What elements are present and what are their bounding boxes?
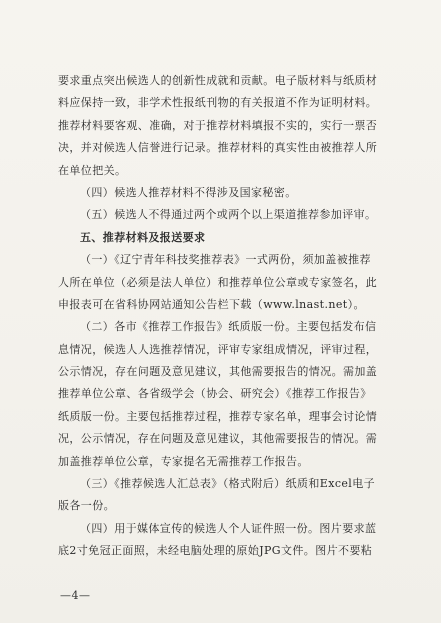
clause-4: （四）候选人推荐材料不得涉及国家秘密。 <box>80 185 297 199</box>
body-line: 纸质版一份。主要包括推荐过程，推荐专家名单，理事会讨论情 <box>58 409 378 423</box>
item-2-line: （二）各市《推荐工作报告》纸质版一份。主要包括发布信 <box>80 320 377 334</box>
body-line: 推荐单位公章、各省级学会（协会、研究会）《推荐工作报告》 <box>58 387 372 401</box>
clause-5: （五）候选人不得通过两个或两个以上渠道推荐参加评审。 <box>80 208 377 222</box>
page-number: —4— <box>60 589 91 602</box>
body-line: 加盖推荐单位公章，专家提名无需推荐工作报告。 <box>58 454 309 468</box>
body-line: 息情况，候选人人选推荐情况，评审专家组成情况，评审过程， <box>58 342 378 356</box>
document-body <box>58 70 404 563</box>
body-line: 版各一份。 <box>58 499 115 513</box>
body-line: 底2寸免冠正面照，未经电脑处理的原始JPG文件。图片不要粘 <box>58 544 373 558</box>
body-line: 要求重点突出候选人的创新性成就和贡献。电子版材料与纸质材 <box>58 74 378 87</box>
item-4-line: （四）用于媒体宣传的候选人个人证件照一份。图片要求蓝 <box>80 521 377 535</box>
section-heading: 五、推荐材料及报送要求 <box>80 230 206 244</box>
body-line: 公示情况，存在问题及意见建议，其他需要报告的情况。需加盖 <box>58 365 378 379</box>
body-line: 人所在单位（必须是法人单位）和推荐单位公章或专家签名，此 <box>58 275 378 289</box>
body-line: 在单位把关。 <box>58 163 127 177</box>
body-line: 申报表可在省科协网站通知公告栏下载（www.lnast.net）。 <box>58 297 365 311</box>
body-line: 决，并对候选人信誉进行记录。推荐材料的真实性由被推荐人所 <box>58 141 378 155</box>
body-line: 推荐材料要客观、准确，对于推荐材料填报不实的，实行一票否 <box>58 118 378 132</box>
body-line: 况，公示情况，存在问题及意见建议，其他需要报告的情况。需 <box>58 432 378 446</box>
body-line: 料应保持一致，非学术性报纸刊物的有关报道不作为证明材料。 <box>58 96 378 110</box>
item-3-line: （三）《推荐候选人汇总表》（格式附后）纸质和Excel电子 <box>80 477 376 491</box>
item-1-line: （一）《辽宁青年科技奖推荐表》一式两份，须加盖被推荐 <box>80 253 371 267</box>
